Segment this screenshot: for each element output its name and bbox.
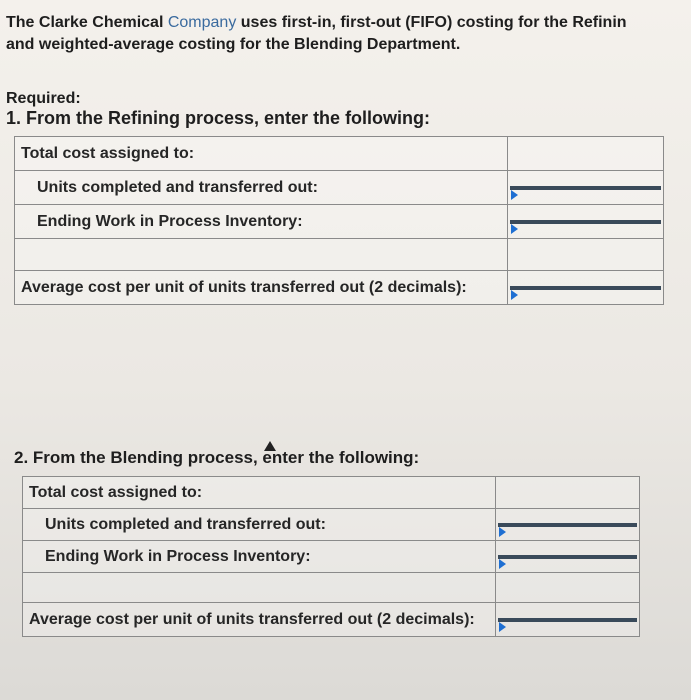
ending-wip-label: Ending Work in Process Inventory: [23, 541, 496, 573]
total-cost-label: Total cost assigned to: [15, 137, 508, 171]
input-marker-icon [499, 559, 506, 569]
total-cost-blank [496, 477, 640, 509]
question1-heading: 1. From the Refining process, enter the following: [6, 108, 431, 128]
refining-units-completed-input[interactable] [510, 186, 661, 190]
blank-cell [23, 573, 496, 603]
table-row [23, 509, 640, 541]
refining-table [14, 136, 664, 305]
input-marker-icon [511, 190, 518, 200]
ending-wip-cell [508, 205, 664, 239]
blank-cell [15, 239, 508, 271]
units-completed-cell [496, 509, 640, 541]
blending-units-completed-input[interactable] [498, 523, 637, 527]
input-marker-icon [511, 290, 518, 300]
table-row [15, 271, 664, 305]
statement-line-2: and weighted-average costing for the Blending Department. [6, 36, 461, 53]
total-cost-label: Total cost assigned to: [23, 477, 496, 509]
table-row [15, 205, 664, 239]
input-marker-icon [499, 527, 506, 537]
blending-table [22, 476, 640, 637]
refining-ending-wip-input[interactable] [510, 220, 661, 224]
table-row [15, 137, 664, 171]
blending-ending-wip-input[interactable] [498, 555, 637, 559]
problem-statement [6, 12, 691, 56]
average-cost-cell [496, 603, 640, 637]
statement-text: The Clarke Chemical [6, 14, 168, 31]
statement-text: uses first-in, first-out (FIFO) costing for the Refinin [236, 14, 627, 31]
units-completed-label: Units completed and transferred out: [15, 171, 508, 205]
average-cost-label: Average cost per unit of units transferred out (2 decimals): [15, 271, 508, 305]
table-row [23, 477, 640, 509]
blending-average-cost-input[interactable] [498, 618, 637, 622]
refining-average-cost-input[interactable] [510, 286, 661, 290]
table-row [15, 239, 664, 271]
input-marker-icon [511, 224, 518, 234]
company-word: Company [167, 14, 237, 31]
input-marker-icon [499, 622, 506, 632]
ending-wip-label: Ending Work in Process Inventory: [15, 205, 508, 239]
statement-line-1 [6, 12, 691, 34]
units-completed-label: Units completed and transferred out: [23, 509, 496, 541]
ending-wip-cell [496, 541, 640, 573]
table-row [23, 573, 640, 603]
units-completed-cell [508, 171, 664, 205]
blank-cell [496, 573, 640, 603]
question2-heading: 2. From the Blending process, enter the following: [14, 448, 420, 467]
average-cost-cell [508, 271, 664, 305]
table-row [23, 541, 640, 573]
blank-cell [508, 239, 664, 271]
table-row [23, 603, 640, 637]
table-row [15, 171, 664, 205]
average-cost-label: Average cost per unit of units transferred out (2 decimals): [23, 603, 496, 637]
required-label: Required: [6, 90, 81, 107]
total-cost-blank [508, 137, 664, 171]
